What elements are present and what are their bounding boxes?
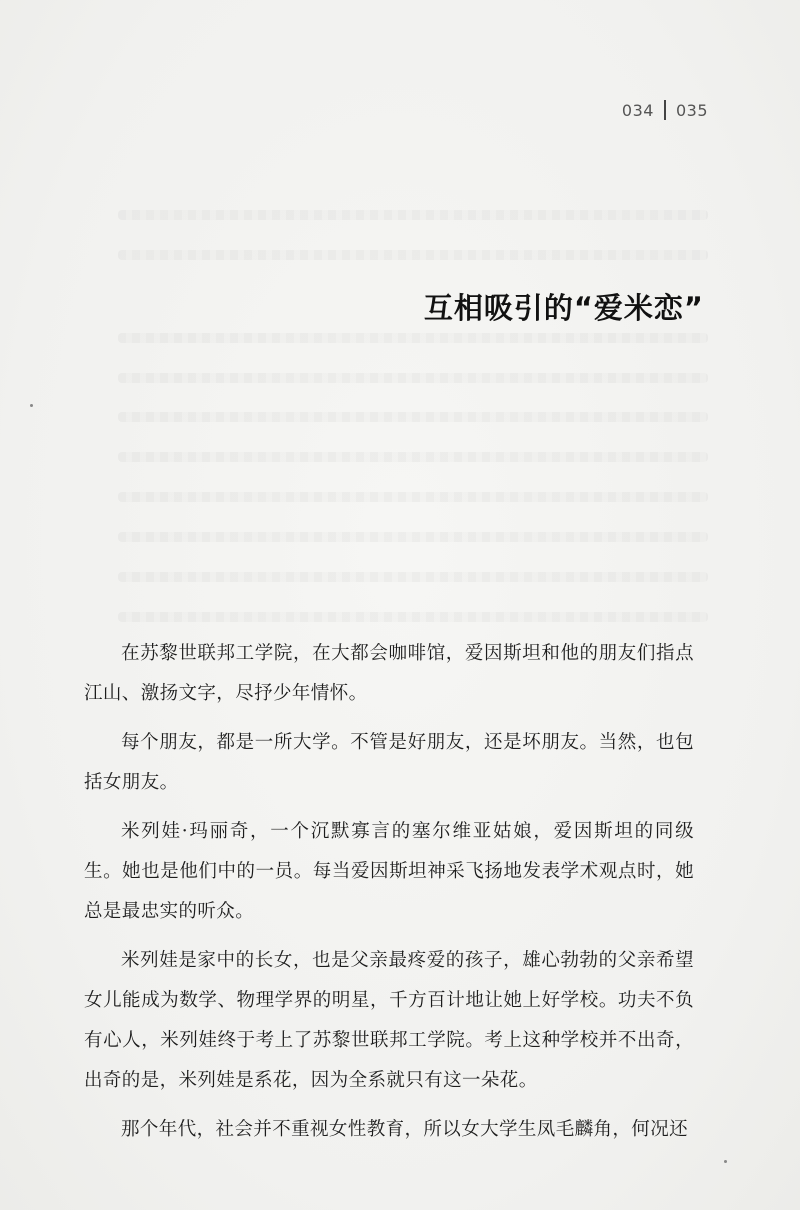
left-page-number: 034 [621,100,654,120]
paragraph: 每个朋友，都是一所大学。不管是好朋友，还是坏朋友。当然，也包括女朋友。 [84,732,694,793]
page-number-divider [664,100,666,120]
bleed-through-line [118,333,708,343]
bleed-through-line [118,250,708,260]
body-text [84,634,694,1159]
page-number-header [622,100,708,120]
bleed-through-line [118,572,708,582]
paper-speck [30,404,33,407]
bleed-through-line [118,532,708,542]
bleed-through-line [118,373,708,383]
bleed-through-line [118,210,708,220]
paragraph: 米列娃·玛丽奇，一个沉默寡言的塞尔维亚姑娘，爱因斯坦的同级生。她也是他们中的一员。每当爱因斯坦神采飞扬地发表学术观点时，她总是最忠实的听众。 [84,821,694,922]
paragraph: 那个年代，社会并不重视女性教育，所以女大学生凤毛麟角，何况还 [121,1119,689,1140]
paragraph: 在苏黎世联邦工学院，在大都会咖啡馆，爱因斯坦和他的朋友们指点江山、激扬文字，尽抒少年情怀。 [84,643,694,704]
bleed-through-line [118,452,708,462]
bleed-through-line [118,492,708,502]
chapter-title: 互相吸引的“爱米恋” [423,291,704,325]
bleed-through-line [118,412,708,422]
paragraph: 米列娃是家中的长女，也是父亲最疼爱的孩子，雄心勃勃的父亲希望女儿能成为数学、物理学界的明星，千方百计地让她上好学校。功夫不负有心人，米列娃终于考上了苏黎世联邦工学院。考上这种学校并不出奇，出奇的是，米列娃是系花，因为全系就只有这一朵花。 [84,950,694,1091]
bleed-through-line [118,612,708,622]
paper-speck [724,1160,727,1163]
right-page-number: 035 [675,100,708,120]
